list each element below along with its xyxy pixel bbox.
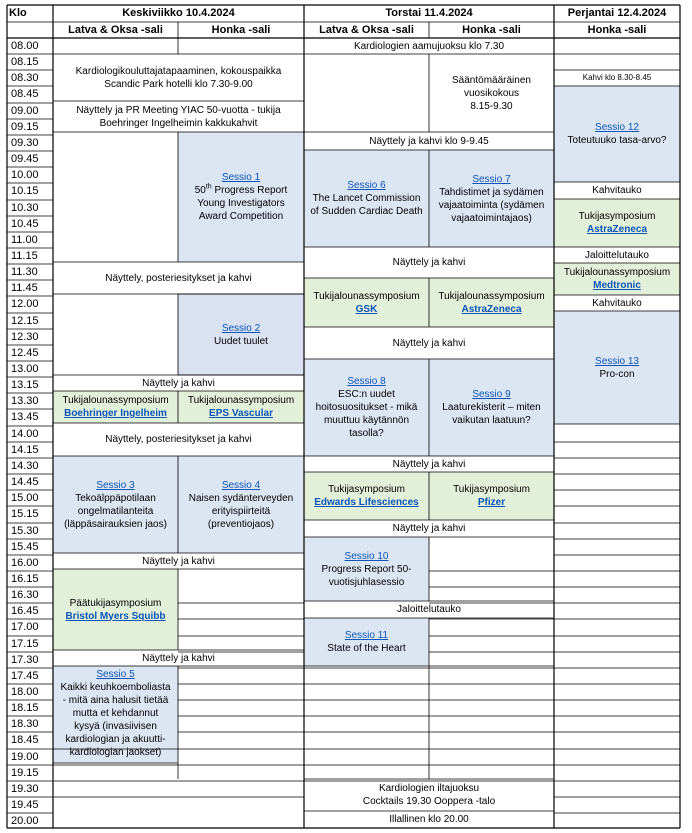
wed-exhibition-poster-break-1: Näyttely, posteriesitykset ja kahvi — [105, 272, 252, 284]
cocktails: Cocktails 19.30 Ooppera -talo — [362, 796, 496, 807]
session-1-title: 50th Progress Report — [194, 183, 288, 196]
session-5-line4: kysyä (invasiivisen — [74, 721, 157, 732]
thu-exhibition-coffee-1115: Näyttely ja kahvi — [392, 257, 466, 268]
thu-leg-break: Jaloittelutauko — [397, 604, 461, 615]
time-label: 10.15 — [11, 185, 39, 198]
thu-symposium-label-latva: Tukijalounassymposium — [313, 290, 420, 302]
session-8-line3: muuttuu käytännön — [323, 415, 410, 426]
session-4-line1: Naisen sydänterveyden — [188, 492, 294, 504]
time-label: 19.45 — [11, 798, 39, 811]
session-11-title: State of the Heart — [327, 643, 406, 654]
session-2-link[interactable]: Sessio 2 — [221, 322, 261, 334]
wed-exhibition-coffee-1600: Näyttely ja kahvi — [142, 555, 215, 567]
session-12-title: Toteutuuko tasa-arvo? — [567, 135, 667, 146]
fri-coffee-break-2: Kahvitauko — [592, 297, 642, 309]
time-label: 17.15 — [11, 637, 39, 650]
wed-pr-meeting-line1: Näyttely ja PR Meeting YIAC 50-vuotta - tukija — [76, 104, 281, 116]
wed-pr-meeting-line2: Boehringer Ingelheimin kakkukahvit — [99, 117, 258, 129]
time-label: 19.00 — [11, 750, 39, 763]
time-label: 09.45 — [11, 152, 39, 165]
fri-symposium-label: Tukijasymposium — [578, 211, 656, 222]
time-label: 12.45 — [11, 346, 39, 359]
time-label: 11.45 — [11, 281, 38, 294]
thu-exhibition-coffee-1230: Näyttely ja kahvi — [392, 337, 466, 349]
session-2-title: Uudet tuulet — [214, 335, 268, 347]
room-header-honka-wed: Honka -sali — [211, 23, 271, 36]
time-label: 09.15 — [11, 120, 39, 133]
time-label: 15.30 — [11, 524, 39, 537]
session-7-line2: vajaatoiminta (sydämen — [438, 199, 545, 211]
time-label: 12.30 — [11, 330, 39, 343]
time-label: 10.00 — [11, 168, 39, 181]
session-13-link[interactable]: Sessio 13 — [595, 355, 639, 367]
time-label: 08.45 — [11, 88, 39, 101]
thu-symposium2-label-honka: Tukijasymposium — [453, 484, 530, 495]
time-label: 19.15 — [11, 766, 39, 779]
pfizer-link[interactable]: Pfizer — [477, 497, 506, 508]
session-3-line3: (läppäsairauksien jaos) — [64, 518, 167, 530]
session-4-line3: (preventiojaos) — [207, 518, 275, 530]
thu-symposium2-label-latva: Tukijasymposium — [328, 484, 405, 495]
thu-exhibition-coffee-0930: Näyttely ja kahvi klo 9-9.45 — [369, 135, 489, 147]
thu-exhibition-coffee-1430: Näyttely ja kahvi — [392, 458, 466, 470]
fri-lunch-symposium-label: Tukijalounassymposium — [563, 267, 671, 278]
session-10-line1: Progress Report 50- — [321, 563, 412, 575]
annual-meeting-line2: vuosikokous — [463, 87, 520, 99]
session-5-link[interactable]: Sessio 5 — [96, 669, 135, 680]
fri-leg-break: Jaloittelutauko — [585, 249, 649, 261]
time-label: 10.30 — [11, 201, 39, 214]
time-label: 15.45 — [11, 540, 39, 553]
session-12-link[interactable]: Sessio 12 — [595, 122, 639, 133]
time-label: 14.00 — [11, 427, 39, 440]
time-label: 18.15 — [11, 701, 39, 714]
time-label: 10.45 — [11, 217, 39, 230]
session-8-line2: hoitosuositukset - mikä — [315, 402, 418, 413]
session-8-line1: ESC:n uudet — [338, 389, 395, 400]
time-label: 18.45 — [11, 734, 39, 747]
wed-symposium-label-honka: Tukijalounassymposium — [187, 395, 295, 406]
time-label: 15.15 — [11, 508, 39, 521]
annual-meeting-line3: 8.15-9.30 — [470, 100, 513, 112]
time-label: 11.30 — [11, 265, 38, 278]
session-6-line1: The Lancet Commission — [312, 193, 421, 204]
room-header-honka-thu: Honka -sali — [462, 23, 521, 36]
session-3-link[interactable]: Sessio 3 — [96, 479, 135, 491]
session-3-line1: Tekoälppäpotilaan — [75, 492, 156, 504]
medtronic-link[interactable]: Medtronic — [593, 280, 641, 291]
wed-exhibition-poster-break-2: Näyttely, posteriesitykset ja kahvi — [105, 434, 252, 445]
time-label: 20.00 — [11, 814, 39, 827]
fri-coffee-break-1: Kahvitauko — [592, 185, 642, 196]
wed-teacher-meeting-line2: Scandic Park hotelli klo 7.30-9.00 — [104, 78, 253, 90]
thu-morning-run: Kardiologien aamujuoksu klo 7.30 — [353, 40, 505, 52]
time-label: 13.45 — [11, 411, 39, 424]
bristol-myers-squibb-link[interactable]: Bristol Myers Squibb — [65, 610, 166, 622]
room-header-latva-thu: Latva & Oksa -sali — [319, 23, 414, 36]
time-label: 08.15 — [11, 55, 39, 68]
day-header-wednesday: Keskiviikko 10.4.2024 — [122, 7, 235, 20]
annual-meeting-line1: Sääntömääräinen — [452, 74, 531, 86]
fri-coffee-0830: Kahvi klo 8.30-8.45 — [582, 72, 652, 82]
time-label: 12.00 — [11, 298, 39, 311]
time-label: 17.45 — [11, 669, 39, 682]
session-4-link[interactable]: Sessio 4 — [221, 479, 261, 491]
time-label: 17.30 — [11, 653, 39, 666]
wed-exhibition-coffee-1315: Näyttely ja kahvi — [142, 377, 215, 389]
time-label: 12.15 — [11, 314, 39, 327]
time-label: 18.00 — [11, 685, 39, 698]
time-label: 16.30 — [11, 588, 39, 601]
time-label: 15.00 — [11, 491, 39, 504]
astrazeneca-link-thu[interactable]: AstraZeneca — [461, 303, 522, 315]
session-5-line3: mutta et kehdannut — [72, 708, 159, 719]
session-1-line2: Young Investigators — [197, 198, 285, 209]
eps-vascular-link[interactable]: EPS Vascular — [209, 408, 273, 419]
astrazeneca-link-fri[interactable]: AstraZeneca — [586, 224, 648, 235]
session-9-line2: vaikutan laatuun? — [452, 415, 531, 426]
time-label: 14.30 — [11, 459, 39, 472]
session-10-link[interactable]: Sessio 10 — [344, 550, 389, 562]
session-7-line1: Tahdistimet ja sydämen — [439, 186, 544, 198]
time-label: 18.30 — [11, 717, 39, 730]
session-1-link[interactable]: Sessio 1 — [221, 172, 261, 183]
session-5-line1: Kaikki keuhkoemboliasta — [60, 682, 171, 693]
thu-dinner: Illallinen klo 20.00 — [389, 814, 469, 825]
time-label: 11.00 — [11, 233, 38, 246]
thu-exhibition-coffee-1530: Näyttely ja kahvi — [392, 523, 466, 534]
session-5-line2: - mitä aina halusit tietää — [62, 695, 169, 706]
session-7-link[interactable]: Sessio 7 — [472, 173, 511, 185]
wed-exhibition-coffee-1730: Näyttely ja kahvi — [142, 652, 215, 664]
time-label: 13.15 — [11, 378, 39, 391]
time-label: 09.30 — [11, 136, 39, 149]
session-9-link[interactable]: Sessio 9 — [472, 389, 511, 400]
session-6-link[interactable]: Sessio 6 — [347, 180, 386, 191]
time-label: 17.00 — [11, 621, 39, 634]
time-label: 13.00 — [11, 362, 39, 375]
evening-run: Kardiologien iltajuoksu — [378, 783, 480, 794]
session-5-line5: kardiologian ja akuutti- — [65, 734, 166, 745]
day-header-friday: Perjantai 12.4.2024 — [567, 7, 667, 20]
time-label: 14.15 — [11, 443, 39, 456]
time-label: 08.30 — [11, 71, 39, 84]
session-3-line2: ongelmatilanteita — [77, 505, 154, 517]
session-7-line3: vajaatoimintajaos) — [451, 212, 532, 224]
edwards-lifesciences-link[interactable]: Edwards Lifesciences — [314, 497, 419, 508]
time-label: 14.45 — [11, 475, 39, 488]
room-header-honka-fri: Honka -sali — [587, 23, 647, 36]
session-11-link[interactable]: Sessio 11 — [344, 630, 389, 641]
session-6-line2: of Sudden Cardiac Death — [310, 206, 423, 217]
session-10-line2: vuotisjuhlasessio — [328, 576, 405, 588]
boehringer-ingelheim-link[interactable]: Boehringer Ingelheim — [64, 408, 167, 419]
main-symposium-label: Päätukijasymposium — [69, 597, 162, 609]
time-label: 16.00 — [11, 556, 39, 569]
room-header-latva-wed: Latva & Oksa -sali — [68, 23, 163, 36]
session-8-line4: tasolla? — [349, 428, 384, 439]
time-label: 11.15 — [11, 249, 38, 262]
time-label: 09.00 — [11, 104, 39, 117]
time-label: 19.30 — [11, 782, 39, 795]
time-label: 16.15 — [11, 572, 39, 585]
session-8-link[interactable]: Sessio 8 — [347, 376, 386, 387]
thu-symposium-label-honka: Tukijalounassymposium — [438, 290, 545, 302]
wed-teacher-meeting-line1: Kardiologikouluttajatapaaminen, kokouspaikka — [75, 65, 282, 77]
time-label: 16.45 — [11, 604, 39, 617]
time-label: 13.30 — [11, 394, 39, 407]
time-column-header: Klo — [9, 7, 27, 20]
session-9-line1: Laaturekisterit – miten — [442, 402, 541, 413]
session-4-line2: erityispiirteitä — [211, 505, 271, 517]
wed-symposium-label-latva: Tukijalounassymposium — [62, 395, 169, 406]
day-header-thursday: Torstai 11.4.2024 — [385, 7, 473, 20]
time-label: 08.00 — [11, 39, 39, 52]
session-13-title: Pro-con — [599, 368, 635, 380]
session-1-line3: Award Competition — [198, 211, 284, 222]
session-5-line6: kardiologian jaokset) — [69, 747, 162, 758]
gsk-link[interactable]: GSK — [355, 303, 378, 315]
